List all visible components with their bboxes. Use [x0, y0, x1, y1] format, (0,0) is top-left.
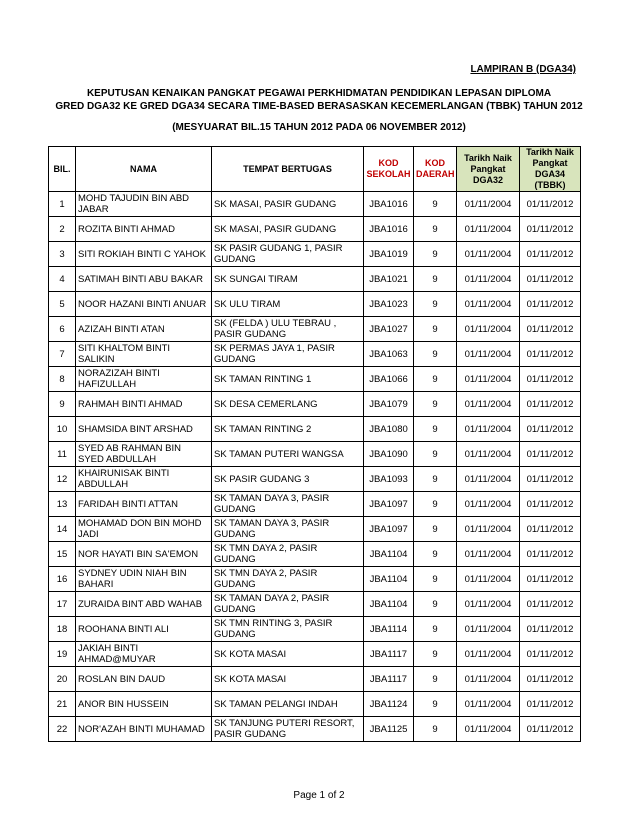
cell-dga34: 01/11/2012 — [520, 217, 581, 242]
cell-dga32: 01/11/2004 — [457, 417, 520, 442]
cell-bil: 4 — [49, 267, 76, 292]
cell-dga32: 01/11/2004 — [457, 392, 520, 417]
cell-tempat: SK MASAI, PASIR GUDANG — [212, 217, 364, 242]
document-title-line1: KEPUTUSAN KENAIKAN PANGKAT PEGAWAI PERKHIDMATAN PENDIDIKAN LEPASAN DIPLOMA — [86, 88, 552, 99]
cell-tempat: SK TAMAN PUTERI WANGSA — [212, 442, 364, 467]
table-header-row — [49, 147, 581, 192]
cell-nama: MOHAMAD DON BIN MOHD JADI — [76, 517, 212, 542]
cell-tempat: SK PASIR GUDANG 1, PASIR GUDANG — [212, 242, 364, 267]
table-row — [49, 342, 581, 367]
cell-dga34: 01/11/2012 — [520, 417, 581, 442]
cell-dga32: 01/11/2004 — [457, 217, 520, 242]
col-header-bil: BIL. — [49, 147, 76, 192]
cell-kod-daerah: 9 — [414, 267, 457, 292]
promotion-table — [48, 146, 581, 742]
cell-kod-sekolah: JBA1097 — [364, 492, 414, 517]
cell-bil: 9 — [49, 392, 76, 417]
cell-nama: NOR'AZAH BINTI MUHAMAD — [76, 717, 212, 742]
cell-dga32: 01/11/2004 — [457, 642, 520, 667]
cell-tempat: SK KOTA MASAI — [212, 642, 364, 667]
cell-kod-sekolah: JBA1079 — [364, 392, 414, 417]
cell-dga34: 01/11/2012 — [520, 467, 581, 492]
cell-dga32: 01/11/2004 — [457, 467, 520, 492]
cell-dga32: 01/11/2004 — [457, 267, 520, 292]
table-row — [49, 292, 581, 317]
cell-tempat: SK TAMAN RINTING 2 — [212, 417, 364, 442]
cell-kod-sekolah: JBA1124 — [364, 692, 414, 717]
cell-kod-sekolah: JBA1104 — [364, 567, 414, 592]
cell-kod-daerah: 9 — [414, 292, 457, 317]
cell-bil: 17 — [49, 592, 76, 617]
cell-tempat: SK TAMAN PELANGI INDAH — [212, 692, 364, 717]
cell-dga34: 01/11/2012 — [520, 592, 581, 617]
cell-dga32: 01/11/2004 — [457, 567, 520, 592]
cell-kod-daerah: 9 — [414, 367, 457, 392]
cell-kod-daerah: 9 — [414, 667, 457, 692]
cell-kod-sekolah: JBA1021 — [364, 267, 414, 292]
table-row — [49, 642, 581, 667]
cell-nama: NORAZIZAH BINTI HAFIZULLAH — [76, 367, 212, 392]
cell-tempat: SK TAMAN DAYA 3, PASIR GUDANG — [212, 517, 364, 542]
cell-kod-daerah: 9 — [414, 717, 457, 742]
cell-dga32: 01/11/2004 — [457, 292, 520, 317]
cell-dga34: 01/11/2012 — [520, 642, 581, 667]
cell-kod-sekolah: JBA1125 — [364, 717, 414, 742]
table-row — [49, 467, 581, 492]
table-row — [49, 242, 581, 267]
col-header-dga32: Tarikh Naik Pangkat DGA32 — [457, 147, 520, 192]
cell-dga34: 01/11/2012 — [520, 192, 581, 217]
cell-dga32: 01/11/2004 — [457, 692, 520, 717]
col-header-dga34: Tarikh Naik Pangkat DGA34 (TBBK) — [520, 147, 581, 192]
cell-dga34: 01/11/2012 — [520, 242, 581, 267]
table-row — [49, 317, 581, 342]
cell-kod-daerah: 9 — [414, 342, 457, 367]
cell-kod-sekolah: JBA1066 — [364, 367, 414, 392]
cell-kod-daerah: 9 — [414, 217, 457, 242]
cell-kod-daerah: 9 — [414, 617, 457, 642]
col-header-nama: NAMA — [76, 147, 212, 192]
cell-kod-sekolah: JBA1090 — [364, 442, 414, 467]
cell-dga34: 01/11/2012 — [520, 367, 581, 392]
cell-kod-daerah: 9 — [414, 592, 457, 617]
cell-kod-sekolah: JBA1016 — [364, 192, 414, 217]
cell-bil: 12 — [49, 467, 76, 492]
cell-dga34: 01/11/2012 — [520, 617, 581, 642]
cell-kod-daerah: 9 — [414, 692, 457, 717]
cell-nama: SITI ROKIAH BINTI C YAHOK — [76, 242, 212, 267]
cell-kod-daerah: 9 — [414, 467, 457, 492]
table-row — [49, 667, 581, 692]
table-row — [49, 592, 581, 617]
table-row — [49, 567, 581, 592]
table-body — [49, 192, 581, 742]
cell-dga32: 01/11/2004 — [457, 367, 520, 392]
cell-kod-sekolah: JBA1019 — [364, 242, 414, 267]
cell-bil: 19 — [49, 642, 76, 667]
cell-dga32: 01/11/2004 — [457, 617, 520, 642]
cell-dga32: 01/11/2004 — [457, 192, 520, 217]
cell-nama: NOOR HAZANI BINTI ANUAR — [76, 292, 212, 317]
cell-bil: 18 — [49, 617, 76, 642]
col-header-kod-sekolah: KOD SEKOLAH — [364, 147, 414, 192]
cell-dga32: 01/11/2004 — [457, 442, 520, 467]
cell-kod-daerah: 9 — [414, 542, 457, 567]
cell-bil: 13 — [49, 492, 76, 517]
cell-nama: SYDNEY UDIN NIAH BIN BAHARI — [76, 567, 212, 592]
col-header-kod-daerah: KOD DAERAH — [414, 147, 457, 192]
cell-dga32: 01/11/2004 — [457, 517, 520, 542]
cell-nama: ROSLAN BIN DAUD — [76, 667, 212, 692]
cell-nama: ZURAIDA BINT ABD WAHAB — [76, 592, 212, 617]
cell-nama: AZIZAH BINTI ATAN — [76, 317, 212, 342]
cell-kod-sekolah: JBA1104 — [364, 542, 414, 567]
cell-dga32: 01/11/2004 — [457, 542, 520, 567]
cell-bil: 10 — [49, 417, 76, 442]
cell-kod-sekolah: JBA1063 — [364, 342, 414, 367]
cell-dga32: 01/11/2004 — [457, 242, 520, 267]
cell-nama: SYED AB RAHMAN BIN SYED ABDULLAH — [76, 442, 212, 467]
cell-bil: 20 — [49, 667, 76, 692]
cell-nama: NOR HAYATI BIN SA'EMON — [76, 542, 212, 567]
cell-kod-sekolah: JBA1027 — [364, 317, 414, 342]
cell-tempat: SK SUNGAI TIRAM — [212, 267, 364, 292]
table-row — [49, 417, 581, 442]
cell-bil: 7 — [49, 342, 76, 367]
cell-bil: 1 — [49, 192, 76, 217]
table-row — [49, 717, 581, 742]
cell-bil: 14 — [49, 517, 76, 542]
cell-tempat: SK TAMAN DAYA 3, PASIR GUDANG — [212, 492, 364, 517]
col-header-tempat: TEMPAT BERTUGAS — [212, 147, 364, 192]
cell-tempat: SK PASIR GUDANG 3 — [212, 467, 364, 492]
cell-tempat: SK TAMAN RINTING 1 — [212, 367, 364, 392]
cell-nama: RAHMAH BINTI AHMAD — [76, 392, 212, 417]
cell-dga34: 01/11/2012 — [520, 517, 581, 542]
cell-nama: JAKIAH BINTI AHMAD@MUYAR — [76, 642, 212, 667]
cell-dga34: 01/11/2012 — [520, 567, 581, 592]
cell-tempat: SK MASAI, PASIR GUDANG — [212, 192, 364, 217]
cell-dga34: 01/11/2012 — [520, 542, 581, 567]
cell-tempat: SK TANJUNG PUTERI RESORT, PASIR GUDANG — [212, 717, 364, 742]
cell-dga34: 01/11/2012 — [520, 392, 581, 417]
cell-tempat: SK TAMAN DAYA 2, PASIR GUDANG — [212, 592, 364, 617]
cell-kod-daerah: 9 — [414, 567, 457, 592]
cell-dga32: 01/11/2004 — [457, 717, 520, 742]
table-row — [49, 442, 581, 467]
meeting-subtitle: (MESYUARAT BIL.15 TAHUN 2012 PADA 06 NOVEMBER 2012) — [172, 122, 466, 133]
cell-kod-daerah: 9 — [414, 417, 457, 442]
cell-dga34: 01/11/2012 — [520, 692, 581, 717]
table-row — [49, 492, 581, 517]
cell-kod-daerah: 9 — [414, 642, 457, 667]
cell-kod-daerah: 9 — [414, 192, 457, 217]
cell-dga34: 01/11/2012 — [520, 717, 581, 742]
document-title-line2: GRED DGA32 KE GRED DGA34 SECARA TIME-BASED BERASASKAN KECEMERLANGAN (TBBK) TAHUN 2012 — [55, 101, 583, 112]
cell-bil: 3 — [49, 242, 76, 267]
cell-dga32: 01/11/2004 — [457, 342, 520, 367]
cell-kod-daerah: 9 — [414, 492, 457, 517]
table-row — [49, 367, 581, 392]
table-row — [49, 692, 581, 717]
cell-dga34: 01/11/2012 — [520, 317, 581, 342]
cell-bil: 11 — [49, 442, 76, 467]
cell-kod-daerah: 9 — [414, 517, 457, 542]
cell-tempat: SK TMN RINTING 3, PASIR GUDANG — [212, 617, 364, 642]
cell-bil: 21 — [49, 692, 76, 717]
cell-dga32: 01/11/2004 — [457, 592, 520, 617]
cell-kod-daerah: 9 — [414, 317, 457, 342]
cell-dga32: 01/11/2004 — [457, 667, 520, 692]
cell-nama: FARIDAH BINTI ATTAN — [76, 492, 212, 517]
cell-kod-daerah: 9 — [414, 392, 457, 417]
cell-tempat: SK TMN DAYA 2, PASIR GUDANG — [212, 542, 364, 567]
cell-tempat: SK DESA CEMERLANG — [212, 392, 364, 417]
table-row — [49, 617, 581, 642]
cell-tempat: SK PERMAS JAYA 1, PASIR GUDANG — [212, 342, 364, 367]
cell-kod-sekolah: JBA1114 — [364, 617, 414, 642]
page-number: Page 1 of 2 — [293, 790, 345, 801]
cell-dga34: 01/11/2012 — [520, 442, 581, 467]
cell-kod-daerah: 9 — [414, 442, 457, 467]
cell-dga32: 01/11/2004 — [457, 492, 520, 517]
cell-bil: 22 — [49, 717, 76, 742]
cell-kod-sekolah: JBA1093 — [364, 467, 414, 492]
table-row — [49, 517, 581, 542]
cell-kod-daerah: 9 — [414, 242, 457, 267]
cell-kod-sekolah: JBA1117 — [364, 642, 414, 667]
cell-tempat: SK (FELDA ) ULU TEBRAU , PASIR GUDANG — [212, 317, 364, 342]
cell-nama: SITI KHALTOM BINTI SALIKIN — [76, 342, 212, 367]
cell-nama: KHAIRUNISAK BINTI ABDULLAH — [76, 467, 212, 492]
cell-bil: 2 — [49, 217, 76, 242]
cell-nama: ANOR BIN HUSSEIN — [76, 692, 212, 717]
cell-nama: SHAMSIDA BINT ARSHAD — [76, 417, 212, 442]
cell-bil: 6 — [49, 317, 76, 342]
cell-kod-sekolah: JBA1016 — [364, 217, 414, 242]
table-row — [49, 392, 581, 417]
cell-kod-sekolah: JBA1117 — [364, 667, 414, 692]
cell-nama: ROZITA BINTI AHMAD — [76, 217, 212, 242]
cell-bil: 16 — [49, 567, 76, 592]
appendix-label: LAMPIRAN B (DGA34) — [470, 64, 576, 75]
cell-dga34: 01/11/2012 — [520, 492, 581, 517]
cell-nama: ROOHANA BINTI ALI — [76, 617, 212, 642]
cell-kod-sekolah: JBA1023 — [364, 292, 414, 317]
cell-kod-sekolah: JBA1097 — [364, 517, 414, 542]
cell-tempat: SK ULU TIRAM — [212, 292, 364, 317]
table-row — [49, 267, 581, 292]
cell-dga34: 01/11/2012 — [520, 292, 581, 317]
cell-dga34: 01/11/2012 — [520, 267, 581, 292]
cell-dga34: 01/11/2012 — [520, 342, 581, 367]
table-row — [49, 542, 581, 567]
cell-tempat: SK KOTA MASAI — [212, 667, 364, 692]
table-row — [49, 217, 581, 242]
cell-dga34: 01/11/2012 — [520, 667, 581, 692]
cell-bil: 8 — [49, 367, 76, 392]
table-row — [49, 192, 581, 217]
cell-kod-sekolah: JBA1080 — [364, 417, 414, 442]
cell-dga32: 01/11/2004 — [457, 317, 520, 342]
cell-bil: 15 — [49, 542, 76, 567]
cell-tempat: SK TMN DAYA 2, PASIR GUDANG — [212, 567, 364, 592]
cell-nama: MOHD TAJUDIN BIN ABD JABAR — [76, 192, 212, 217]
cell-bil: 5 — [49, 292, 76, 317]
cell-nama: SATIMAH BINTI ABU BAKAR — [76, 267, 212, 292]
cell-kod-sekolah: JBA1104 — [364, 592, 414, 617]
